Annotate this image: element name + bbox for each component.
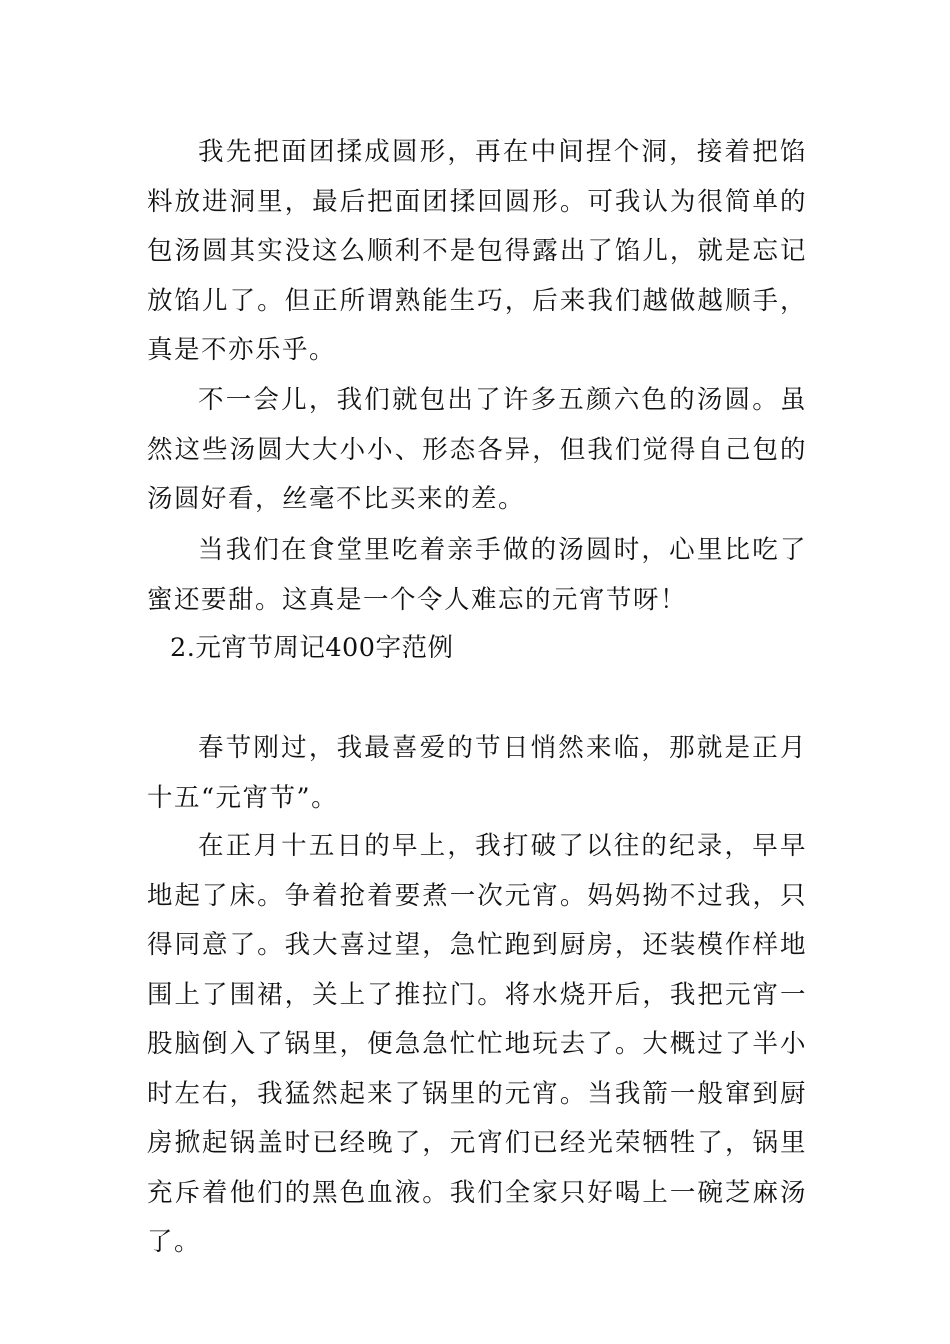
paragraph-lantern-festival-arrives: 春节刚过，我最喜爱的节日悄然来临，那就是正月十五“元宵节”。 [147, 733, 807, 813]
paragraph-eating-tangyuan: 当我们在食堂里吃着亲手做的汤圆时，心里比吃了蜜还要甜。这真是一个令人难忘的元宵节呀！ [147, 535, 807, 615]
paragraph-cooking-yuanxiao: 在正月十五日的早上，我打破了以往的纪录，早早地起了床。争着抢着要煮一次元宵。妈妈拗不过我，只得同意了。我大喜过望，急忙跑到厨房，还装模作样地围上了围裙，关上了推拉门。将水烧开后，我把元宵一股脑倒入了锅里，便急急忙忙地玩去了。大概过了半小时左右，我猛然起来了锅里的元宵。当我箭一般窜到厨房掀起锅盖时已经晚了，元宵们已经光荣牺牲了，锅里充斥着他们的黑色血液。我们全家只好喝上一碗芝麻汤了。 [147, 831, 807, 1257]
section-heading: 2.元宵节周记400字范例 [170, 633, 454, 663]
paragraph-making-tangyuan: 我先把面团揉成圆形，再在中间捏个洞，接着把馅料放进洞里，最后把面团揉回圆形。可我认为很简单的包汤圆其实没这么顺利不是包得露出了馅儿，就是忘记放馅儿了。但正所谓熟能生巧，后来我们越做越顺手，真是不亦乐乎。 [147, 137, 807, 365]
paragraph-colorful-tangyuan: 不一会儿，我们就包出了许多五颜六色的汤圆。虽然这些汤圆大大小小、形态各异，但我们觉得自己包的汤圆好看，丝毫不比买来的差。 [147, 385, 807, 514]
